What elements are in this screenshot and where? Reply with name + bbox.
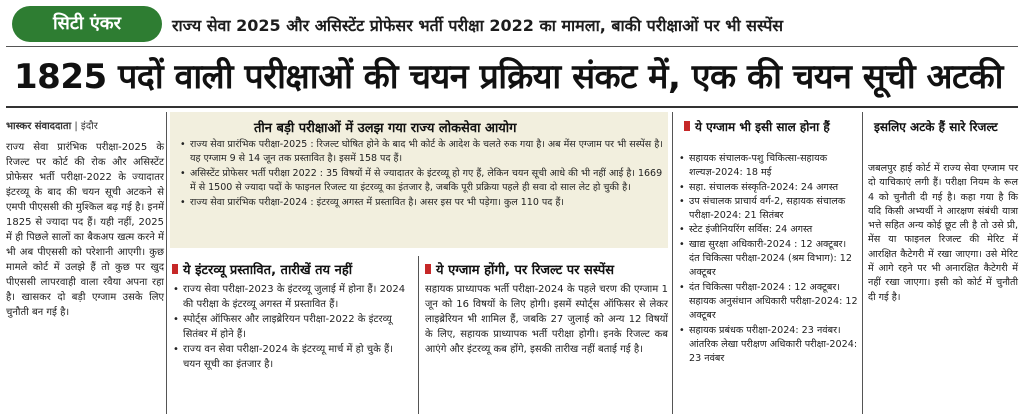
divider-col1 <box>166 112 167 414</box>
byline-city: इंदौर <box>80 121 98 132</box>
results-stuck-heading: इसलिए अटके हैं सारे रिजल्ट <box>874 120 998 134</box>
list-item: • सहायक प्रबंधक परीक्षा-2024: 23 नवंबर। आंतरिक लेखा परीक्षण अधिकारी परीक्षा-2024: 23 नवंबर <box>678 324 858 367</box>
this-year-exams-list <box>678 152 858 366</box>
list-item: • राज्य सेवा परीक्षा-2023 के इंटरव्यू जुलाई में होना हैं। 2024 की परीक्षा के इंटरव्यू अगस्त में प्रस्तावित हैं। <box>172 282 412 312</box>
intro-column <box>6 140 164 320</box>
list-item: • सहा. संचालक संस्कृति-2024: 24 अगस्त <box>678 181 858 195</box>
list-item: • राज्य सेवा प्रारंभिक परीक्षा-2025 : रिजल्ट घोषित होने के बाद भी कोर्ट के आदेश के चलते रुक गया है। अब मेंस एग्जाम पर भी सस्पेंस है। यह एग्जाम 9 से 14 जून तक प्रस्तावित है। इसमें 158 पद हैं। <box>178 138 664 166</box>
list-item: • खाद्य सुरक्षा अधिकारी-2024 : 12 अक्टूबर। दंत चिकित्सा परीक्षा-2024 (श्रम विभाग): 12 अक्टूबर <box>678 238 858 281</box>
interview-heading: ये इंटरव्यू प्रस्तावित, तारीखें तय नहीं <box>172 260 352 278</box>
list-item: • राज्य सेवा प्रारंभिक परीक्षा-2024 : इंटरव्यू अगस्त में प्रस्तावित है। असर इस पर भी पड़ेगा। कुल 110 पद हैं। <box>178 196 664 210</box>
results-stuck-paragraph: जबलपुर हाई कोर्ट में राज्य सेवा एग्जाम पर दो याचिकाएं लगी हैं। परीक्षा नियम के रूल 4 को चुनौती दी गई है। कहा गया है कि यदि किसी अभ्यर्थी ने आरक्षण संबंधी यात्रा भत्ते सहित अन्य कोई छूट ली है तो उसे प्री, मेंस या फाइनल रिजल्ट की मेरिट में आरक्षित कैटेगरी में रखा जाएगा। उसे मेरिट में आगे रहने पर भी अनारक्षित कैटेगरी में नहीं रखा जाएगा। इसी को कोर्ट में चुनौती दी गई है। <box>868 163 1018 303</box>
list-item: • स्पोर्ट्स ऑफिसर और लाइब्रेरियन परीक्षा-2022 के इंटरव्यू सितंबर में होने हैं। <box>172 312 412 342</box>
headline-divider <box>6 106 1018 108</box>
list-item: • सहायक संचालक-पशु चिकित्सा-सहायक शल्यज्ञ-2024: 18 मई <box>678 152 858 181</box>
this-year-exams-heading: ये एग्जाम भी इसी साल होना हैं <box>684 118 830 135</box>
summary-box-title: तीन बड़ी परीक्षाओं में उलझ गया राज्य लोकसेवा आयोग <box>254 121 517 136</box>
top-divider <box>6 46 1018 47</box>
divider-col3-col4 <box>672 112 673 414</box>
exam-suspense-column <box>425 282 668 357</box>
byline-reporter: भास्कर संवाददाता <box>6 121 72 132</box>
intro-paragraph: राज्य सेवा प्रारंभिक परीक्षा-2025 के रिजल्ट पर कोर्ट की रोक और असिस्टेंट प्रोफेसर भर्ती परीक्षा-2022 के ज्यादातर इंटरव्यू के बाद की चयन सूची अटकने से एमपी पीएससी की मुश्किल बढ़ गई है। इनमें 1825 से ज्यादा पद हैं। यही नहीं, 2025 में ही पिछले सालों का बैकअप खत्म करने में भी अब पीएससी को परेशानी आएगी। कुछ मामले कोर्ट में उलझे हैं तो कुछ पर खुद पीएससी लापरवाही वाला रवैया अपना रहा है। खासकर दो बड़ी एग्जाम उसके लिए चुनौती बन गई है। <box>6 142 164 318</box>
interview-list <box>172 282 412 372</box>
exam-suspense-heading: ये एग्जाम होंगी, पर रिजल्ट पर सस्पेंस <box>425 260 614 278</box>
list-item: • राज्य वन सेवा परीक्षा-2024 के इंटरव्यू मार्च में हो चुके हैं। चयन सूची का इंतजार है। <box>172 342 412 372</box>
divider-col2-col3 <box>418 256 419 414</box>
kicker-line: राज्य सेवा 2025 और असिस्टेंट प्रोफेसर भर्ती परीक्षा 2022 का मामला, बाकी परीक्षाओं पर भी सस्पेंस <box>172 16 784 35</box>
page-title: 1825 पदों वाली परीक्षाओं की चयन प्रक्रिया संकट में, एक की चयन सूची अटकी <box>14 57 1003 97</box>
byline <box>6 118 164 132</box>
summary-box-list <box>178 138 664 211</box>
byline-separator: | <box>74 121 81 132</box>
city-anchor-badge: सिटी एंकर <box>12 6 162 42</box>
list-item: • उप संचालक प्राचार्य वर्ग-2, सहायक संचालक परीक्षा-2024: 21 सितंबर <box>678 195 858 224</box>
list-item: • असिस्टेंट प्रोफेसर भर्ती परीक्षा 2022 : 35 विषयों में से ज्यादातर के इंटरव्यू हो गए हैं, लेकिन चयन सूची आधे की भी नहीं आई है। 1669 में से 1500 से ज्यादा पदों के फाइनल रिजल्ट या इंटरव्यू का इंतजार है, जबकि पूरी प्रक्रिया पहले ही सवा दो साल लेट हो चुकी है। <box>178 167 664 195</box>
list-item: • स्टेट इंजीनियरिंग सर्विस: 24 अगस्त <box>678 223 858 237</box>
exam-suspense-paragraph: सहायक प्राध्यापक भर्ती परीक्षा-2024 के पहले चरण की एग्जाम 1 जून को 16 विषयों के लिए होगी। इसमें स्पोर्ट्स ऑफिसर से लेकर लाइब्रेरियन भी शामिल हैं, जबकि 27 जुलाई को अन्य 12 विषयों के लिए, सहायक प्राध्यापक भर्ती परीक्षा होगी। इनके रिजल्ट कब आएंगे और इंटरव्यू कब होंगे, इसकी तारीख नहीं बताई गई है। <box>425 284 668 355</box>
list-item: • दंत चिकित्सा परीक्षा-2024 : 12 अक्टूबर। सहायक अनुसंधान अधिकारी परीक्षा-2024: 12 अक्टूबर <box>678 281 858 324</box>
divider-col4-col5 <box>862 112 863 414</box>
results-stuck-column <box>868 162 1018 305</box>
